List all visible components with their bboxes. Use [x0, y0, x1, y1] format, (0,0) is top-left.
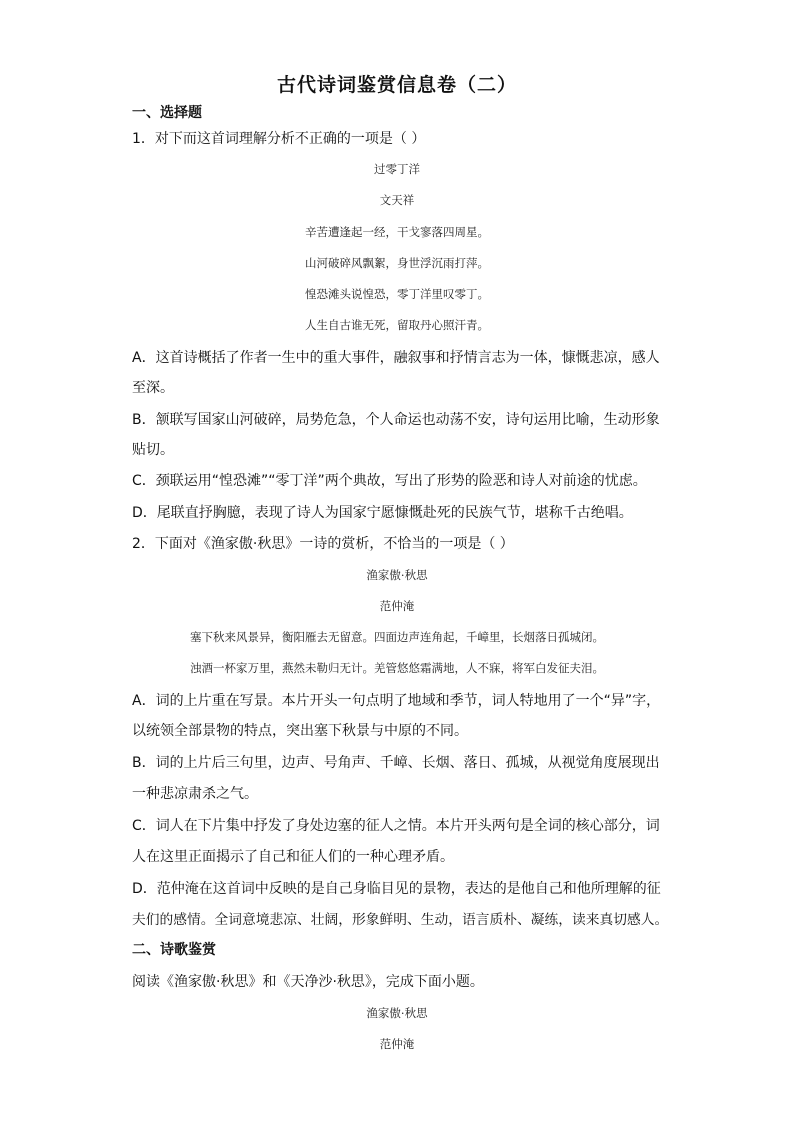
q2-option-c-cont: 人在这里正面揭示了自己和征人们的一种心理矛盾。	[132, 849, 454, 865]
poem-1-line: 人生自古谁无死，留取丹心照汗青。	[305, 318, 489, 332]
q2-option-b: B．词的上片后三句里，边声、号角声、千嶂、长烟、落日、孤城，从视觉角度展现出	[132, 755, 660, 771]
q2-option-a: A．词的上片重在写景。本片开头一句点明了地域和季节，词人特地用了一个“异”字，	[132, 693, 661, 709]
poem-1-title: 过零丁洋	[374, 162, 420, 176]
poem-3-author: 范仲淹	[379, 1037, 415, 1051]
q1-option-c: C．颈联运用“惶恐滩”“零丁洋”两个典故，写出了形势的险恶和诗人对前途的忧虑。	[132, 473, 647, 489]
q1-option-a: A．这首诗概括了作者一生中的重大事件，融叙事和抒情言志为一体，慷慨悲凉，感人	[132, 350, 660, 366]
reading-instruction: 阅读《渔家傲·秋思》和《天净沙·秋思》，完成下面小题。	[132, 974, 484, 990]
poem-1-author: 文天祥	[379, 193, 415, 207]
poem-1-line: 辛苦遭逢起一经，干戈寥落四周星。	[305, 225, 489, 239]
poem-1-line: 山河破碎风飘絮，身世浮沉雨打萍。	[305, 256, 489, 270]
q2-option-b-cont: 一种悲凉肃杀之气。	[132, 786, 258, 802]
q1-option-a-cont: 至深。	[132, 380, 174, 396]
q2-option-c: C．词人在下片集中抒发了身处边塞的征人之情。本片开头两句是全词的核心部分，词	[132, 818, 660, 834]
section-heading-choice: 一、选择题	[132, 105, 202, 121]
page-title: 古代诗词鉴赏信息卷（二）	[276, 74, 517, 96]
q2-option-d: D．范仲淹在这首词中反映的是自己身临目见的景物，表达的是他自己和他所理解的征	[132, 881, 661, 897]
q1-option-d: D．尾联直抒胸臆，表现了诗人为国家宁愿慷慨赴死的民族气节，堪称千古绝唱。	[132, 505, 633, 521]
poem-2-title: 渔家傲·秋思	[366, 568, 428, 582]
question-2-stem: 2．下面对《渔家傲·秋思》一诗的赏析，不恰当的一项是（ ）	[132, 536, 514, 552]
q2-option-a-cont: 以统领全部景物的特点，突出塞下秋景与中原的不同。	[132, 723, 468, 739]
q2-option-d-cont: 夫们的感情。全词意境悲凉、壮阔，形象鲜明、生动，语言质朴、凝练，读来真切感人。	[132, 912, 669, 928]
poem-2-author: 范仲淹	[379, 599, 415, 613]
poem-3-title: 渔家傲·秋思	[366, 1006, 428, 1020]
q1-option-b-cont: 贴切。	[132, 442, 174, 458]
q1-option-b: B．颔联写国家山河破碎，局势危急，个人命运也动荡不安，诗句运用比喻，生动形象	[132, 412, 660, 428]
question-1-stem: 1．对下而这首词理解分析不正确的一项是（ ）	[132, 131, 426, 147]
poem-1-line: 惶恐滩头说惶恐，零丁洋里叹零丁。	[305, 287, 489, 301]
section-heading-poetry: 二、诗歌鉴赏	[132, 942, 216, 958]
poem-2-line: 浊酒一杯家万里，燕然未勒归无计。羌管悠悠霜满地，人不寐，将军白发征夫泪。	[190, 661, 604, 675]
poem-2-line: 塞下秋来风景异，衡阳雁去无留意。四面边声连角起，千嶂里，长烟落日孤城闭。	[190, 630, 604, 644]
